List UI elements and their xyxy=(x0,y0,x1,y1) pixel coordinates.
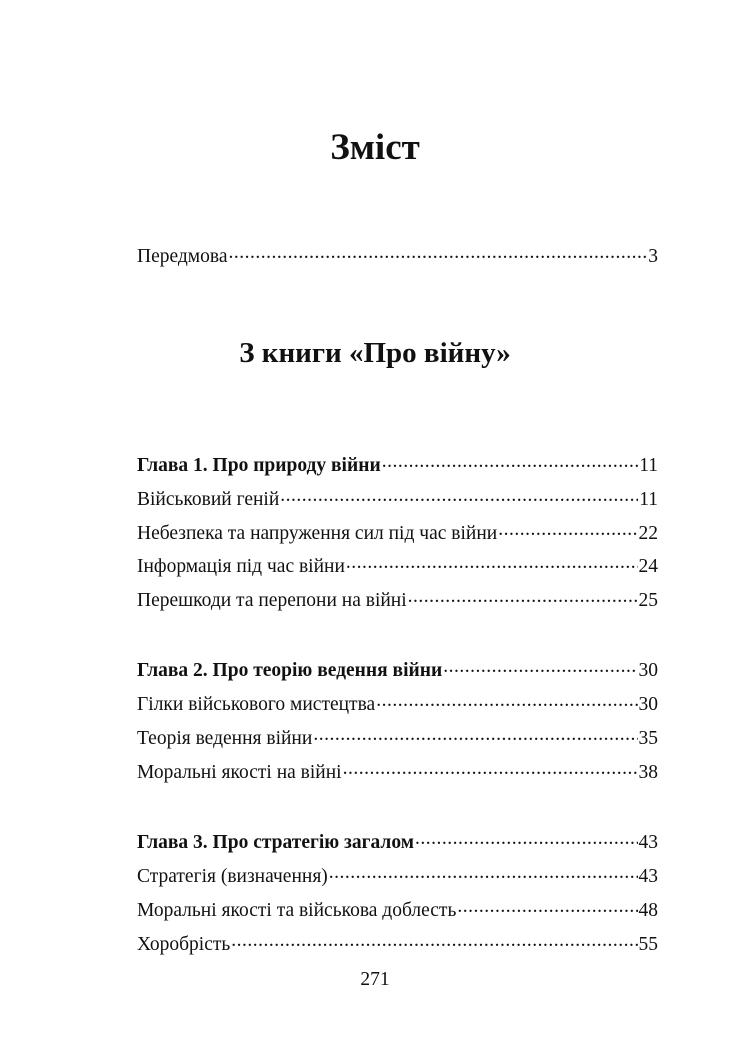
toc-page: 30 xyxy=(638,693,658,715)
toc-page: 3 xyxy=(648,245,658,267)
toc-row xyxy=(137,485,658,509)
toc-page: 24 xyxy=(638,555,658,577)
toc-page: 11 xyxy=(639,454,658,476)
section-title: З книги «Про війну» xyxy=(239,337,511,369)
toc-title: Гілки військового мистецтва xyxy=(137,693,376,715)
toc-title: Хоробрість xyxy=(137,933,231,955)
toc-title: Глава 1. Про природу війни xyxy=(137,454,381,476)
toc-row xyxy=(137,724,658,748)
toc-title: Небезпека та напруження сил під час війни xyxy=(137,522,498,544)
toc-row xyxy=(137,586,658,610)
toc-page: 30 xyxy=(638,659,658,681)
page-number: 271 xyxy=(360,969,390,990)
toc-leader xyxy=(408,586,638,606)
toc-page: 11 xyxy=(639,488,658,510)
toc-title: Теорія ведення війни xyxy=(137,727,313,749)
toc-page: 22 xyxy=(638,522,658,544)
toc-row-preface xyxy=(137,242,658,266)
toc-title: Інформація під час війни xyxy=(137,555,345,577)
toc-row-chapter xyxy=(137,656,658,680)
toc-title: Перешкоди та перепони на війні xyxy=(137,589,407,611)
toc-leader xyxy=(346,552,638,572)
toc-title: Глава 3. Про стратегію загалом xyxy=(137,831,414,853)
toc-leader xyxy=(229,242,648,262)
toc-leader xyxy=(415,828,638,848)
toc-leader xyxy=(313,724,637,744)
toc-row xyxy=(137,896,658,920)
toc-leader xyxy=(280,485,638,505)
toc-page: 55 xyxy=(638,933,658,955)
toc-leader xyxy=(329,862,638,882)
toc-leader xyxy=(457,896,637,916)
toc-page: 38 xyxy=(638,761,658,783)
toc-title: Стратегія (визначення) xyxy=(137,865,328,887)
toc-row-chapter xyxy=(137,451,658,475)
toc-row xyxy=(137,758,658,782)
toc-title: Глава 2. Про теорію ведення війни xyxy=(137,659,443,681)
toc-leader xyxy=(376,690,637,710)
toc-row xyxy=(137,690,658,714)
toc-page: 48 xyxy=(638,899,658,921)
toc-row-chapter xyxy=(137,828,658,852)
toc-row xyxy=(137,930,658,954)
toc-page: 43 xyxy=(638,831,658,853)
toc-title: Військовий геній xyxy=(137,488,280,510)
toc-leader xyxy=(498,519,637,539)
toc-page: 35 xyxy=(638,727,658,749)
toc-leader xyxy=(343,758,638,778)
toc-row xyxy=(137,519,658,543)
toc-leader xyxy=(443,656,637,676)
toc-row xyxy=(137,862,658,886)
toc-title: Передмова xyxy=(137,245,228,267)
toc-page: 25 xyxy=(638,589,658,611)
toc-page: 43 xyxy=(638,865,658,887)
toc-leader xyxy=(231,930,637,950)
toc-row xyxy=(137,552,658,576)
toc-leader xyxy=(382,451,639,471)
page-title: Зміст xyxy=(330,127,420,168)
toc-title: Моральні якості на війні xyxy=(137,761,342,783)
toc-title: Моральні якості та військова доблесть xyxy=(137,899,457,921)
